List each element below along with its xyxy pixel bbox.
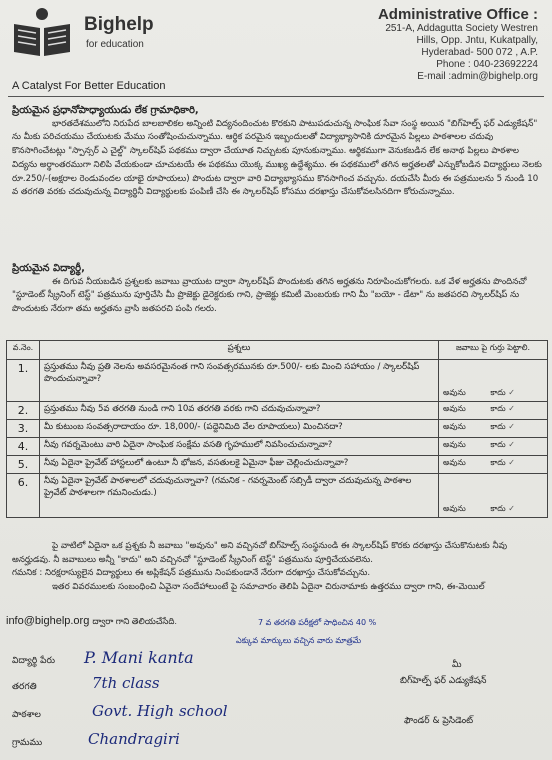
answer-no[interactable]: కాదు — [490, 422, 506, 431]
row-number: 2. — [7, 402, 40, 420]
field-school-value[interactable]: Govt. High school — [92, 702, 228, 720]
brand-name: Bighelp — [84, 14, 154, 35]
handwritten-note-1: 7 వ తరగతి పరీక్షలో సాధించిన 40 % — [258, 618, 377, 627]
answer-no[interactable]: కాదు — [490, 388, 506, 397]
intro-paragraph: భారతదేశములోని నిరుపేద బాలబాలికల అన్నింటి విద్యనందించుట కొరకుని పాటుపడుచున్న సాంఘిక సేవా సంస్థ అయిన "బిగ్‌హెల్ప్ ఫర్ ఎడ్యుకేషన్" ను మీకు పరిచయము చేయుటకు మేము సంతోషించుచున్నాము. ఆర్థిక పరమైన ఇబ్బందులతో విద్యాభ్యాసానికి దూరమైన పిల్లలు పాఠశాలల చదువు కొనసాగించేటట్లు "స్పాన్సర్ ఎ చైల్డ్" స్కాలర్‌షిప్ పథకము ద్వారా చేయూత నిచ్చుటకు పూనుకున్నాము. ఆర్థికముగా వెనుకబడిన లేక అనాథ పిల్లలు పాఠశాల విద్యను అర్థాంతరముగా నిలిపి వేయకుండా చూచుటయే ఈ పథకము యొక్క ముఖ్య ఉద్దేశ్యము. ఈ పథకములో తగిన అర్హతలతో ఎన్నుకోబడిన విద్యార్థులు నెలకు రూ.250/-(అక్షరాల రెండువందల యాభై రూపాయలు) పొందుట ద్వారా వారి విద్యాభ్యాసము కొనసాగించ వచ్చును. దయచేసి మీరు ఈ పత్రములను 5 నుండి 10 వ తరగతి వరకు చదువుచున్న విద్యార్థినీ విద్యార్థులకు పంపిణీ చేసి ఈ స్కాలర్‌షిప్ కోసము దరఖాస్తు చేసుకోవలసినదిగా కోరుచున్నాము. — [12, 118, 542, 198]
field-class — [12, 682, 37, 694]
answer-cell[interactable] — [439, 402, 548, 420]
row-question: మీ కుటుంబ సంవత్సరాదాయం రూ. 18,000/- (పద్దెనిమిది వేల రూపాయలు) మించినదా? — [40, 420, 439, 438]
field-school — [12, 710, 41, 722]
signoff-yours: మీ — [452, 660, 462, 670]
note-paragraph: గమనిక : నిరక్షరాస్యులైన విద్యార్థులు ఈ అప్లికేషన్ పత్రమును నింపకుండానే నేరుగా దరఖాస్తు చేసుకోవచ్చును. — [12, 568, 371, 579]
signoff-org: బిగ్‌హెల్ప్ ఫర్ ఎడ్యుకేషన్ — [400, 676, 487, 686]
letter-section-2 — [12, 262, 542, 317]
table-header-row — [7, 341, 548, 360]
field-village — [12, 738, 42, 750]
salutation-student: ప్రియమైన విద్యార్థీ, — [12, 263, 85, 274]
office-phone: Phone : 040-23692224 — [436, 59, 538, 70]
answer-yes[interactable]: అవును — [443, 440, 466, 449]
row-question: నీవు ఏదైనా ప్రైవేట్ హాస్టలులో ఉంటూ నీ భోజన, వసతులకై ఏమైనా ఫీజు చెల్లించుచున్నావా? — [40, 456, 439, 474]
row-question: ప్రస్తుతము నీవు ప్రతి నెలను అవసరమైనంత గాని సంవత్సరమునకు రూ.500/- లకు మించి సహాయం / స్కాలర్‌షిప్ పొందుచున్నావా? — [40, 360, 439, 402]
letter-section-1 — [12, 104, 542, 200]
row-number: 1. — [7, 360, 40, 402]
row-question: ప్రస్తుతము నీవు 5వ తరగతి నుండి గాని 10వ తరగతి వరకు గాని చదువుచున్నావా? — [40, 402, 439, 420]
office-address — [378, 6, 538, 83]
table-row — [7, 456, 548, 474]
student-paragraph: ఈ దిగువ నీయబడిన ప్రశ్నలకు జవాబు వ్రాయుట ద్వారా స్కాలర్‌షిప్ పొందుటకు తగిన అర్హతను నిరూపించుకోగలరు. ఒక వేళ అర్హతను పొందినచో "స్టూడెంట్ స్క్రీనింగ్ టెస్ట్" పత్రమును పూర్తిచేసి మీ ప్రొజెక్టు డైరెక్టరుకు గాని, ప్రాజెక్టు కమిటీ మెంబరుకు గాని మీ "బయో - డేటా" ను జతపరచి స్కాలర్‌షిప్ ను పొందుటకు నేరుగా తమ అర్హతను వ్రాసి జతపరచి పంపి గలరు. — [12, 276, 527, 315]
field-class-value[interactable]: 7th class — [92, 674, 160, 692]
field-name-label: విద్యార్థి పేరు — [12, 656, 55, 666]
field-village-label: గ్రామము — [12, 738, 43, 748]
salutation-headmaster: ప్రియమైన ప్రధానోపాధ్యాయుడు లేక గ్రామాధికారి, — [12, 105, 199, 116]
row-question: నీవు గవర్నమెంటు వారి ఏదైనా సాంఘిక సంక్షేమ వసతి గృహములో నివసించుచున్నావా? — [40, 438, 439, 456]
contact-email-suffix: ద్వారా గాని తెలియచేసేది. — [92, 616, 177, 626]
office-email: E-mail :admin@bighelp.org — [417, 71, 538, 82]
col-number-header: వ.నెం. — [7, 341, 40, 360]
row-number: 3. — [7, 420, 40, 438]
table-row — [7, 420, 548, 438]
checkmark-icon: ✓ — [508, 458, 515, 467]
office-title: Administrative Office : — [377, 6, 538, 23]
contact-email-line — [6, 615, 177, 629]
answer-no[interactable]: కాదు — [490, 440, 506, 449]
tagline: A Catalyst For Better Education — [12, 80, 166, 92]
field-school-label: పాఠశాల — [12, 710, 41, 720]
letter-section-3 — [12, 540, 542, 595]
office-line: 251-A, Addagutta Society Westren — [385, 23, 538, 34]
row-number: 6. — [7, 474, 40, 518]
answer-no[interactable]: కాదు — [490, 404, 506, 413]
brand-subtitle: for education — [86, 39, 144, 50]
answer-cell[interactable] — [439, 420, 548, 438]
answer-yes[interactable]: అవును — [443, 388, 466, 397]
questions-table — [6, 340, 548, 518]
checkmark-icon: ✓ — [508, 388, 515, 397]
row-number: 4. — [7, 438, 40, 456]
answer-yes[interactable]: అవును — [443, 422, 466, 431]
answer-no[interactable]: కాదు — [490, 504, 506, 513]
field-name-value[interactable]: P. Mani kanta — [84, 648, 194, 667]
eligibility-paragraph: పై వాటిలో ఏదైనా ఒక ప్రశ్నకు నీ జవాబు "అవును" అని వచ్చినచో బిగ్‌హెల్ప్ సంస్థనుండి ఈ స్కాలర్‌షిప్ కొరకు దరఖాస్తు చేసుకొనుటకు నీవు అనర్హుడవు. నీ జవాబులు అన్నీ "కాదు" అని వచ్చినచో "స్టూడెంట్ స్క్రీనింగ్ టెస్ట్" పత్రమును పూర్తిచేయవలెను. — [12, 541, 508, 565]
checkmark-icon: ✓ — [508, 504, 515, 513]
answer-cell[interactable] — [439, 456, 548, 474]
answer-cell[interactable] — [439, 360, 548, 402]
table-row — [7, 402, 548, 420]
answer-yes[interactable]: అవును — [443, 404, 466, 413]
table-row — [7, 438, 548, 456]
field-class-label: తరగతి — [12, 682, 37, 692]
contact-email[interactable]: info@bighelp.org — [6, 615, 90, 627]
field-name — [12, 656, 55, 668]
bighelp-logo-icon — [10, 6, 74, 60]
table-row — [7, 474, 548, 518]
answer-cell[interactable] — [439, 438, 548, 456]
contact-paragraph: ఇతర వివరములకు సంబంధించి ఏవైనా సందేహాలుంటే పై సమాచారం తెలిపి ఏదైనా చిరునామాకు ఉత్తరము ద్వారా గాని, ఈ-మెయిల్ — [52, 582, 485, 593]
col-answer-header: జవాబు పై గుర్తు పెట్టాలి. — [439, 341, 548, 360]
office-line: Hills, Opp. Jntu, Kukatpally, — [416, 35, 538, 46]
row-question: నీవు ఏదైనా ప్రైవేట్ పాఠశాలలో చదువుచున్నావా? (గమనిక - గవర్నమెంట్ సబ్సిడీ ద్వారా చదువుచున్న పాఠశాల ప్రైవేట్ పాఠశాలగా గమనించుడు.) — [40, 474, 439, 518]
office-line: Hyderabad- 500 072 , A.P. — [421, 47, 538, 58]
signoff-title: ఫౌండర్ & ప్రెసిడెంట్ — [404, 716, 474, 726]
col-question-header: ప్రశ్నలు — [40, 341, 439, 360]
table-row — [7, 360, 548, 402]
answer-cell[interactable] — [439, 474, 548, 518]
row-number: 5. — [7, 456, 40, 474]
field-village-value[interactable]: Chandragiri — [88, 730, 180, 748]
handwritten-note-2: ఎక్కువ మార్కులు వచ్చిన వారు మాత్రమే — [236, 636, 362, 645]
checkmark-icon: ✓ — [508, 422, 515, 431]
checkmark-icon: ✓ — [508, 404, 515, 413]
checkmark-icon: ✓ — [508, 440, 515, 449]
answer-yes[interactable]: అవును — [443, 504, 466, 513]
answer-no[interactable]: కాదు — [490, 458, 506, 467]
answer-yes[interactable]: అవును — [443, 458, 466, 467]
header-divider — [8, 96, 544, 97]
